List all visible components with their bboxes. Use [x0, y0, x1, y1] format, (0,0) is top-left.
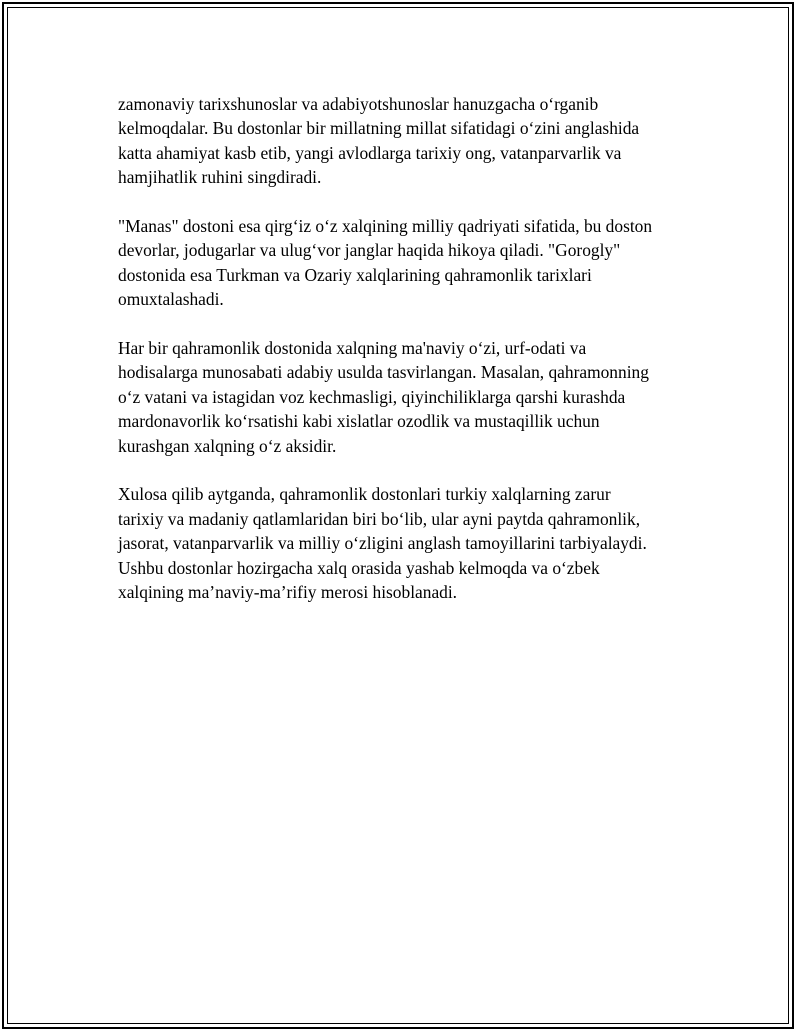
- paragraph-3: Har bir qahramonlik dostonida xalqning ma'naviy o‘zi, urf-odati va hodisalarga munosabati adabiy usulda tasvirlangan. Masalan, qahramonning o‘z vatani va istagidan voz kechmasligi, qiyinchiliklarga qarshi kurashda mardonavorlik ko‘rsatishi kabi xislatlar ozodlik va mustaqillik uchun kurashgan xalqning o‘z aksidir.: [118, 338, 649, 456]
- paragraph-1: zamonaviy tarixshunoslar va adabiyotshunoslar hanuzgacha o‘rganib kelmoqdalar. Bu dostonlar bir millatning millat sifatidagi o‘zini anglashida katta ahamiyat kasb etib, yangi avlodlarga tarixiy ong, vatanparvarlik va hamjihatlik ruhini singdiradi.: [118, 94, 640, 188]
- paragraph-2: "Manas" dostoni esa qirg‘iz o‘z xalqining milliy qadriyati sifatida, bu doston devorlar, jodugarlar va ulug‘vor janglar haqida hikoya qiladi. "Gorogly" dostonida esa Turkman va Ozariy xalqlarining qahramonlik tarixlari omuxtalashadi.: [118, 216, 653, 310]
- paragraph-4: Xulosa qilib aytganda, qahramonlik dostonlari turkiy xalqlarning zarur tarixiy va madaniy qatlamlaridan biri bo‘lib, ular ayni paytda qahramonlik, jasorat, vatanparvarlik va milliy o‘zligini anglash tamoyillarini tarbiyalaydi. Ushbu dostonlar hozirgacha xalq orasida yashab kelmoqda va o‘zbek xalqining ma’naviy-ma’rifiy merosi hisoblanadi.: [118, 484, 647, 603]
- document-body: [118, 92, 693, 629]
